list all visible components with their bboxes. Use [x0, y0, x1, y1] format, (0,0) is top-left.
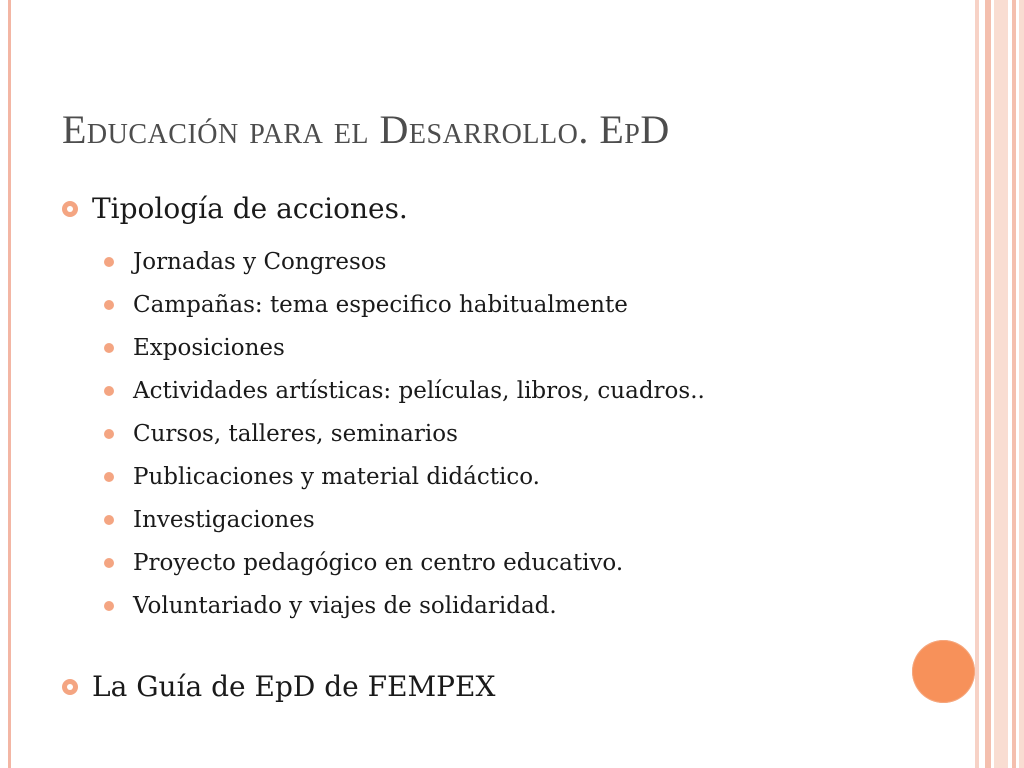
right-decorative-stripe: [1012, 0, 1016, 768]
action-types-list: [62, 240, 922, 627]
dot-bullet-icon: [104, 472, 114, 482]
dot-bullet-icon: [104, 386, 114, 396]
list-item: [104, 240, 922, 283]
list-item: [104, 412, 922, 455]
list-item-label: Voluntariado y viajes de solidaridad.: [133, 592, 557, 619]
section-heading-guia: [62, 668, 495, 706]
ring-bullet-icon: [62, 201, 78, 217]
dot-bullet-icon: [104, 300, 114, 310]
list-item-label: Publicaciones y material didáctico.: [133, 463, 540, 490]
list-item-label: Campañas: tema especifico habitualmente: [133, 291, 628, 318]
list-item: [104, 455, 922, 498]
list-item: [104, 369, 922, 412]
list-item-label: Investigaciones: [133, 506, 315, 533]
list-item: [104, 283, 922, 326]
list-item: [104, 498, 922, 541]
slide-content: [62, 190, 922, 627]
dot-bullet-icon: [104, 558, 114, 568]
dot-bullet-icon: [104, 429, 114, 439]
right-decorative-stripe: [994, 0, 1008, 768]
dot-bullet-icon: [104, 601, 114, 611]
section-heading-label: Tipología de acciones.: [92, 192, 408, 225]
list-item-label: Actividades artísticas: películas, libros, cuadros..: [133, 377, 705, 404]
dot-bullet-icon: [104, 343, 114, 353]
ring-bullet-icon: [62, 679, 78, 695]
list-item-label: Proyecto pedagógico en centro educativo.: [133, 549, 624, 576]
list-item-label: Cursos, talleres, seminarios: [133, 420, 458, 447]
list-item-label: Exposiciones: [133, 334, 285, 361]
left-border-line: [8, 0, 11, 768]
section-heading-tipologia: [62, 190, 922, 228]
list-item: [104, 326, 922, 369]
decorative-circle: [912, 640, 975, 703]
list-item: [104, 584, 922, 627]
right-decorative-stripe: [975, 0, 979, 768]
right-decorative-stripe: [985, 0, 991, 768]
slide-title: Educación para el Desarrollo. EpD: [62, 107, 670, 152]
dot-bullet-icon: [104, 257, 114, 267]
section-heading-label: La Guía de EpD de FEMPEX: [92, 670, 496, 703]
list-item-label: Jornadas y Congresos: [133, 248, 387, 275]
right-decorative-stripe: [1019, 0, 1024, 768]
dot-bullet-icon: [104, 515, 114, 525]
list-item: [104, 541, 922, 584]
